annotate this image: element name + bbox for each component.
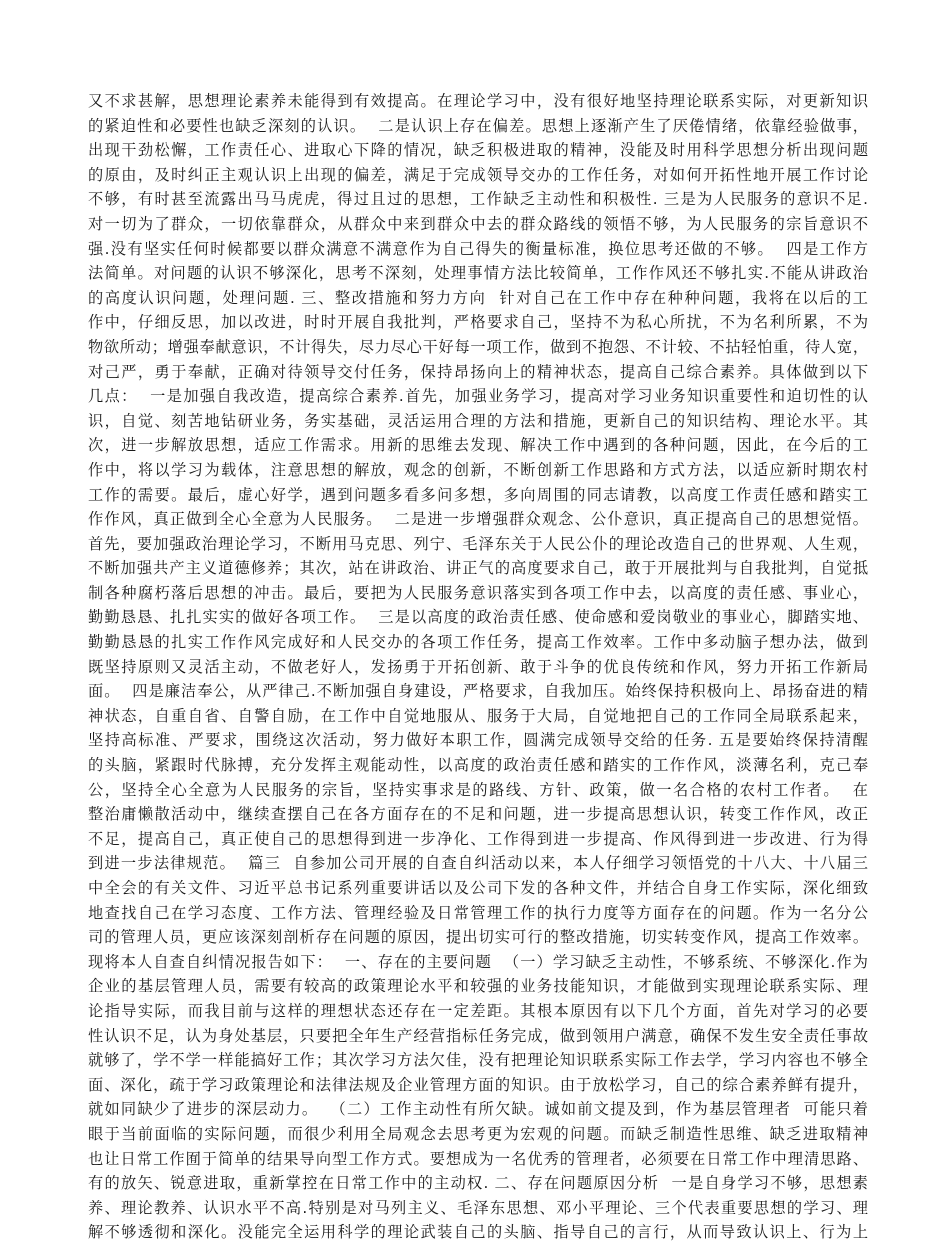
- text-line: 企业的基层管理人员，需要有较高的政策理论水平和较强的业务技能知识，才能做到实现理论联系实际、理: [88, 977, 868, 996]
- text-line: 不断加强共产主义道德修养；其次，站在讲政治、讲正气的高度要求自己，敢于开展批判与自我批判，自觉抵: [88, 559, 868, 578]
- text-line: 现将本人自查自纠情况报告如下： 一、存在的主要问题 （一）学习缺乏主动性，不够系统、不够深化.作为: [88, 952, 868, 971]
- text-line: 作中，仔细反思，加以改进，时时开展自我批判，严格要求自己，坚持不为私心所扰，不为名利所累，不为: [88, 313, 868, 332]
- text-line: 地查找自己在学习态度、工作方法、管理经验及日常管理工作的执行力度等方面存在的问题。作为一名分公: [88, 903, 868, 922]
- text-line: 法简单。对问题的认识不够深化，思考不深刻，处理事情方法比较简单，工作作风还不够扎实.不能从讲政治: [88, 264, 868, 283]
- text-line: 的紧迫性和必要性也缺乏深刻的认识。 二是认识上存在偏差。思想上逐渐产生了厌倦情绪，依靠经验做事，: [88, 116, 868, 135]
- text-line: 勤勤恳恳、扎扎实实的做好各项工作。 三是以高度的政治责任感、使命感和爱岗敬业的事业心，脚踏实地、: [88, 608, 868, 627]
- text-line: 司的管理人员，更应该深刻剖析存在问题的原因，提出切实可行的整改措施，切实转变作风，提高工作效率。: [88, 928, 868, 947]
- text-line: 有的放矢、锐意进取，重新掌控在日常工作中的主动权. 二、存在问题原因分析 一是自身学习不够，思想素: [88, 1174, 868, 1193]
- text-line: 面。 四是廉洁奉公，从严律己.不断加强自身建设，严格要求，自我加压。始终保持积极向上、昂扬奋进的精: [88, 682, 868, 701]
- text-line: 性认识不足，认为身处基层，只要把全年生产经营指标任务完成，做到领用户满意，确保不发生安全责任事故: [88, 1026, 868, 1045]
- text-line: 就如同缺少了进步的深层动力。 （二）工作主动性有所欠缺。诚如前文提及到，作为基层管理者 可能只着: [88, 1100, 868, 1119]
- text-line: 物欲所动；增强奉献意识，不计得失，尽力尽心干好每一项工作，做到不抱怨、不计较、不拈轻怕重，待人宽，: [88, 337, 868, 356]
- text-line: 公，坚持全心全意为人民服务的宗旨，坚持实事求是的路线、方针、政策，做一名合格的农村工作者。 在: [88, 780, 868, 799]
- text-line: 眼于当前面临的实际问题，而很少利用全局观念去思考更为宏观的问题。而缺乏制造性思维、缺乏进取精神: [88, 1124, 868, 1143]
- text-line: 又不求甚解，思想理论素养未能得到有效提高。在理论学习中，没有很好地坚持理论联系实际，对更新知识: [88, 92, 868, 110]
- document-body: [88, 89, 868, 1245]
- text-line: 不足，提高自己，真正使自己的思想得到进一步净化、工作得到进一步提高、作风得到进一步改进、行为得: [88, 829, 868, 848]
- text-line: 识，自觉、刻苦地钻研业务，务实基础，灵活运用合理的方法和措施，更新自己的知识结构、理论水平。其: [88, 411, 868, 430]
- text-line: 的原由，及时纠正主观认识上出现的偏差，满足于完成领导交办的工作任务，对如何开拓性地开展工作讨论: [88, 165, 868, 184]
- text-line: 既坚持原则又灵活主动，不做老好人，发扬勇于开拓创新、敢于斗争的优良传统和作风，努力开拓工作新局: [88, 657, 868, 676]
- text-line: 对己严，勇于奉献，正确对待领导交付任务，保持昂扬向上的精神状态，提高自己综合素养。具体做到以下: [88, 362, 868, 381]
- text-line: 强.没有坚实任何时候都要以群众满意不满意作为自己得失的衡量标准，换位思考还做的不够。 四是工作方: [88, 239, 868, 258]
- text-line: 面、深化，疏于学习政策理论和法律法规及企业管理方面的知识。由于放松学习，自己的综合素养鲜有提升，: [88, 1075, 868, 1094]
- text-line: 工作的需要。最后，虚心好学，遇到问题多看多问多想，多向周围的同志请教，以高度工作责任感和踏实工: [88, 485, 868, 504]
- text-line: 作中，将以学习为载体，注意思想的解放，观念的创新，不断创新工作思路和方式方法，以适应新时期农村: [88, 460, 868, 479]
- text-line: 制各种腐朽落后思想的冲击。最后，要把为人民服务意识落实到各项工作中去，以高度的责任感、事业心，: [88, 583, 868, 602]
- text-line: 神状态，自重自省、自警自励，在工作中自觉地服从、服务于大局，自觉地把自己的工作同全局联系起来，: [88, 706, 868, 725]
- text-line: 的头脑，紧跟时代脉搏，充分发挥主观能动性，以高度的政治责任感和踏实的工作作风，淡薄名利，克己奉: [88, 756, 868, 775]
- text-line: 首先，要加强政治理论学习，不断用马克思、列宁、毛泽东关于人民公仆的理论改造自己的世界观、人生观，: [88, 534, 868, 553]
- text-line: 的高度认识问题，处理问题. 三、整改措施和努力方向 针对自己在工作中存在种种问题，我将在以后的工: [88, 288, 868, 307]
- text-line: 作作风，真正做到全心全意为人民服务。 二是进一步增强群众观念、公仆意识，真正提高自己的思想觉悟。: [88, 510, 868, 529]
- text-line: 也让日常工作囿于简单的结果导向型工作方式。要想成为一名优秀的管理者，必须要在日常工作中理清思路、: [88, 1149, 868, 1168]
- text-line: 几点： 一是加强自我改造，提高综合素养.首先，加强业务学习，提高对学习业务知识重要性和迫切性的认: [88, 387, 868, 406]
- text-line: 中全会的有关文件、习近平总书记系列重要讲话以及公司下发的各种文件，并结合自身工作实际，深化细致: [88, 879, 868, 897]
- text-line: 到进一步法律规范。 篇三 自参加公司开展的自查自纠活动以来，本人仔细学习领悟党的十八大、十八届三: [88, 854, 868, 873]
- text-line: 解不够透彻和深化。没能完全运用科学的理论武装自己的头脑、指导自己的言行，从而导致认识上、行为上: [88, 1223, 868, 1242]
- text-line: 对一切为了群众，一切依靠群众，从群众中来到群众中去的群众路线的领悟不够，为人民服务的宗旨意识不: [88, 214, 868, 233]
- text-line: 整治庸懒散活动中，继续查摆自己在各方面存在的不足和问题，进一步提高思想认识，转变工作作风，改正: [88, 805, 868, 824]
- text-line: 不够，有时甚至流露出马马虎虎，得过且过的思想，工作缺乏主动性和积极性. 三是为人民服务的意识不足.: [88, 190, 868, 209]
- text-line: 坚持高标准、严要求，围绕这次活动，努力做好本职工作，圆满完成领导交给的任务. 五是要始终保持清醒: [88, 731, 868, 750]
- text-line: 勤勤恳恳的扎实工作作风完成好和人民交办的各项工作任务，提高工作效率。工作中多动脑子想办法，做到: [88, 633, 868, 652]
- text-line: 就够了，学不学一样能搞好工作；其次学习方法欠佳，没有把理论知识联系实际工作去学，学习内容也不够全: [88, 1051, 868, 1070]
- text-line: 次，进一步解放思想，适应工作需求。用新的思维去发现、解决工作中遇到的各种问题，因此，在今后的工: [88, 436, 868, 455]
- text-line: 养、理论教养、认识水平不高.特别是对马列主义、毛泽东思想、邓小平理论、三个代表重要思想的学习、理: [88, 1198, 868, 1217]
- text-line: 论指导实际，而我目前与这样的理想状态还存在一定差距。其根本原因有以下几个方面，首先对学习的必要: [88, 1001, 868, 1020]
- text-line: 出现干劲松懈，工作责任心、进取心下降的情况，缺乏积极进取的精神，没能及时用科学思想分析出现问题: [88, 141, 868, 160]
